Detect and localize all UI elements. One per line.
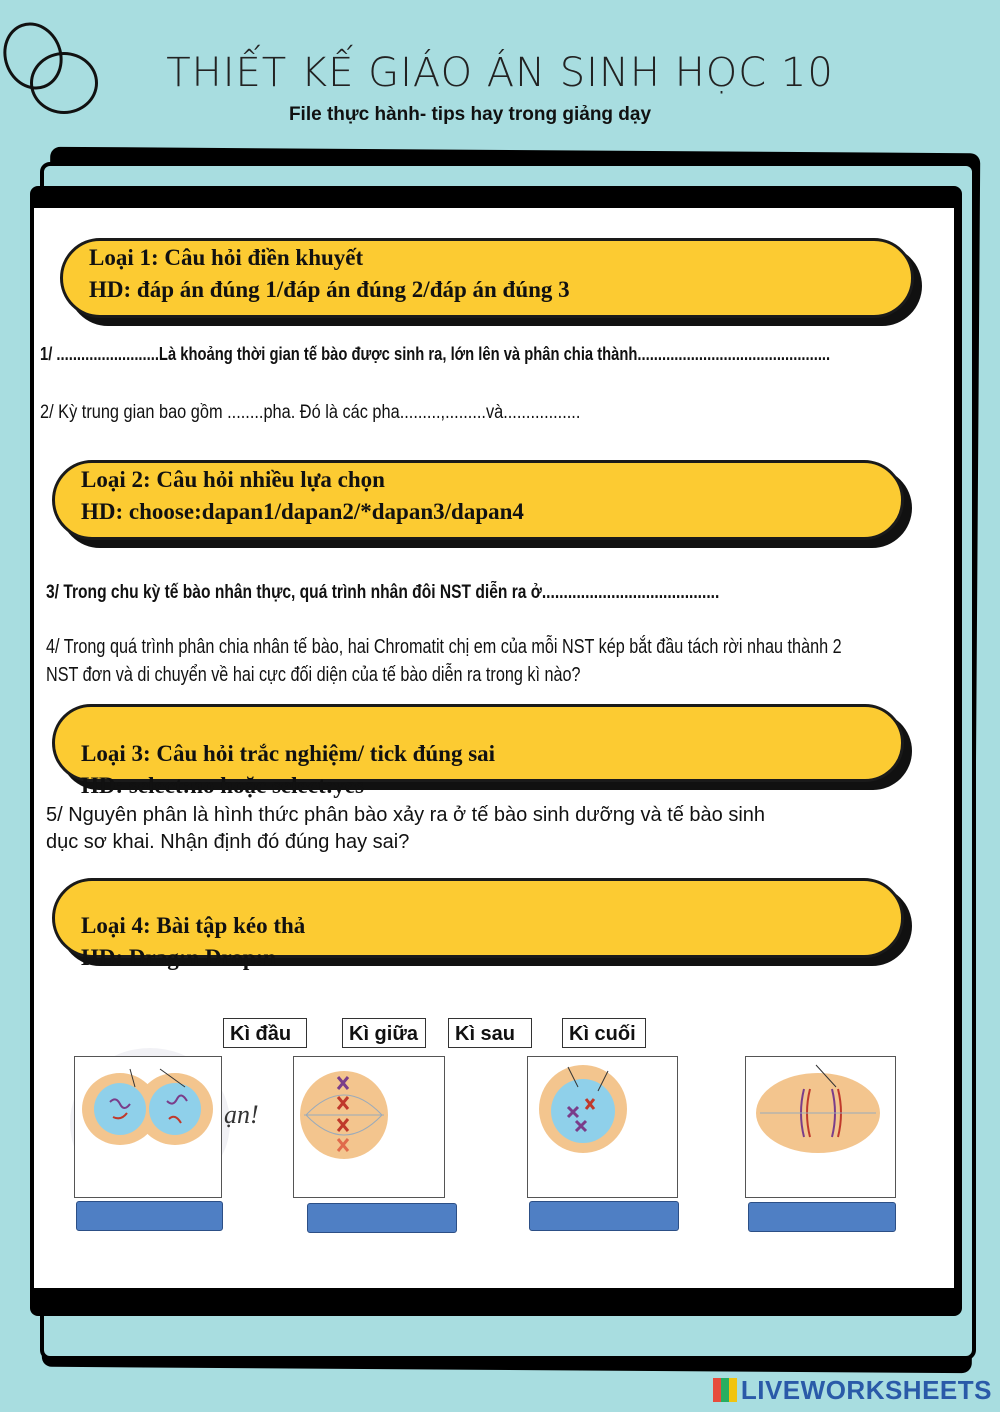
drop-zone-2[interactable] <box>307 1203 457 1233</box>
section-1-hint: HD: đáp án đúng 1/đáp án đúng 2/đáp án đúng 3 <box>89 277 570 302</box>
cell-image-card-2 <box>293 1056 445 1198</box>
section-1-title: Loại 1: Câu hỏi điền khuyết <box>89 245 364 270</box>
section-banner-3 <box>52 704 904 798</box>
cell-image-card-4 <box>745 1056 896 1198</box>
cell-image-card-1 <box>74 1056 222 1198</box>
section-banner-4 <box>52 878 904 970</box>
question-3: 3/ Trong chu kỳ tế bào nhân thực, quá trình nhân đôi NST diễn ra ở......................................... <box>46 582 720 603</box>
section-2-title: Loại 2: Câu hỏi nhiều lựa chọn <box>81 467 385 492</box>
telophase-cell-illustration <box>75 1057 220 1196</box>
section-banner-2 <box>52 460 904 540</box>
liveworksheets-brand <box>713 1375 992 1406</box>
page-title: THIẾT KẾ GIÁO ÁN SINH HỌC 10 <box>166 50 834 96</box>
question-1: 1/ .........................Là khoảng thời gian tế bào được sinh ra, lớn lên và phân chia thành............................................... <box>40 344 831 364</box>
page-subtitle: File thực hành- tips hay trong giảng dạy <box>288 104 652 125</box>
question-5-line-1: 5/ Nguyên phân là hình thức phân bào xảy ra ở tế bào sinh dưỡng và tế bào sinh <box>46 804 766 826</box>
question-2: 2/ Kỳ trung gian bao gồm ........pha. Đó là các pha.........,.........và................. <box>40 402 581 423</box>
section-3-hint: HD: select:no hoặc select:yes <box>81 773 364 798</box>
section-2-hint: HD: choose:dapan1/dapan2/*dapan3/dapan4 <box>81 499 524 524</box>
question-4-line-2: NST đơn và di chuyển về hai cực đối diện của tế bào diễn ra trong kì nào? <box>46 664 581 686</box>
metaphase-cell-illustration <box>294 1057 443 1196</box>
drag-label-prophase[interactable]: Kì đầu <box>223 1018 307 1048</box>
question-5-line-2: dục sơ khai. Nhận định đó đúng hay sai? <box>46 831 410 853</box>
drag-label-metaphase[interactable]: Kì giữa <box>342 1018 426 1048</box>
section-banner-1 <box>60 238 914 318</box>
section-3-title: Loại 3: Câu hỏi trắc nghiệm/ tick đúng sai <box>81 741 496 766</box>
drag-label-telophase[interactable]: Kì cuối <box>562 1018 646 1048</box>
cell-image-card-3 <box>527 1056 678 1198</box>
drop-zone-4[interactable] <box>748 1202 896 1232</box>
anaphase-cell-illustration <box>746 1057 894 1196</box>
section-4-hint: HD: Drag:n Drop:n <box>81 945 277 970</box>
drop-zone-1[interactable] <box>76 1201 223 1231</box>
prophase-cell-illustration <box>528 1057 676 1196</box>
brand-text: LIVEWORKSHEETS <box>740 1375 992 1405</box>
overlay-text: ạn! <box>224 1100 259 1129</box>
question-4-line-1: 4/ Trong quá trình phân chia nhân tế bào, hai Chromatit chị em của mỗi NST kép bắt đầu tách rời nhau thành 2 <box>46 636 842 658</box>
drop-zone-3[interactable] <box>529 1201 679 1231</box>
drag-label-anaphase[interactable]: Kì sau <box>448 1018 532 1048</box>
brand-icon <box>713 1378 737 1402</box>
section-4-title: Loại 4: Bài tập kéo thả <box>81 913 306 938</box>
